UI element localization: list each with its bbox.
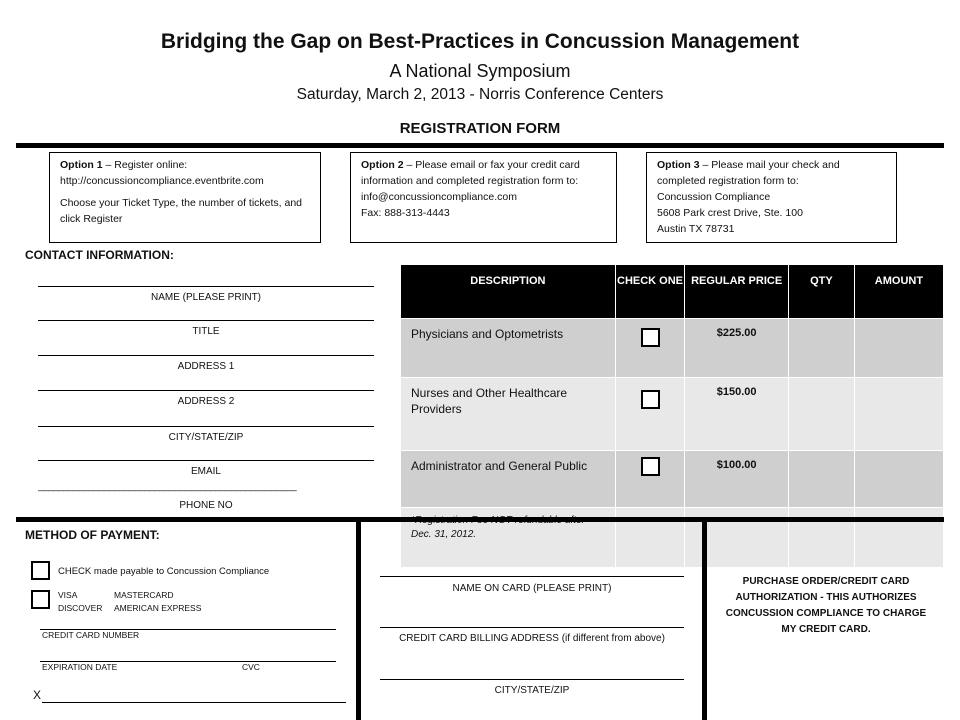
option-3-city: Austin TX 78731 [657,223,735,235]
option-1-text: – Register online: [102,159,188,171]
option-3-box [646,152,897,243]
city-input-line[interactable] [38,426,374,427]
billing-address-label: CREDIT CARD BILLING ADDRESS (if different from above) [399,633,665,644]
option-2-box [350,152,617,243]
phone-input-line[interactable]: ___________________________________________________ [38,481,297,492]
name-field-label: NAME (PLEASE PRINT) [150,292,262,303]
table-row [401,378,944,451]
nurses-checkbox[interactable] [641,390,660,409]
signature-x: X [33,688,42,702]
row-description: Nurses and Other Healthcare Providers [401,378,616,451]
email-input-line[interactable] [38,460,374,461]
option-3-text: – Please mail your check and completed registration form to: [657,159,840,187]
row-price: $100.00 [685,451,789,508]
phone-field-label: PHONE NO [179,500,233,511]
row-price: $225.00 [685,319,789,378]
form-title: REGISTRATION FORM [399,120,561,137]
option-2-email[interactable]: info@concussioncompliance.com [361,191,517,203]
signature-input-line[interactable] [42,702,346,703]
card-city-input-line[interactable] [380,679,684,680]
col-amount: AMOUNT [854,265,943,319]
card-number-label: CREDIT CARD NUMBER [42,630,140,640]
row-price: $150.00 [685,378,789,451]
amount-cell[interactable] [854,378,943,451]
option-1-instructions: Choose your Ticket Type, the number of tickets, and click Register [60,197,303,225]
payment-divider [16,517,944,522]
table-row [401,319,944,378]
title-input-line[interactable] [38,320,374,321]
payment-column-divider-1 [356,521,361,720]
amount-cell[interactable] [854,319,943,378]
physicians-checkbox[interactable] [641,328,660,347]
payment-heading: METHOD OF PAYMENT: [25,528,160,542]
card-payment-checkbox[interactable] [31,590,50,609]
authorization-text: PURCHASE ORDER/CREDIT CARD AUTHORIZATION - THIS AUTHORIZES CONCUSSION COMPLIANCE TO CHARGE MY CREDIT CARD. [725,576,927,635]
option-2-label: Option 2 [361,159,404,171]
city-field-label: CITY/STATE/ZIP [168,432,244,443]
check-payment-label: CHECK made payable to Concussion Compliance [58,566,270,577]
cvc-label: CVC [242,662,260,672]
option-2-text: – Please email or fax your credit card information and completed registration form to: [361,159,580,187]
qty-cell[interactable] [788,319,854,378]
option-3-label: Option 3 [657,159,700,171]
email-field-label: EMAIL [190,466,221,477]
address2-field-label: ADDRESS 2 [177,396,235,407]
top-divider [16,143,944,148]
name-on-card-input-line[interactable] [380,576,684,577]
administrator-checkbox[interactable] [641,457,660,476]
discover-label: DISCOVER [58,603,103,613]
card-city-label: CITY/STATE/ZIP [494,685,570,696]
address1-field-label: ADDRESS 1 [177,361,235,372]
address1-input-line[interactable] [38,355,374,356]
option-2-fax: Fax: 888-313-4443 [361,207,450,219]
row-description: Physicians and Optometrists [401,319,616,378]
refund-note: Dec. 31, 2012. [401,508,616,568]
col-check-one: CHECK ONE [615,265,685,319]
qty-cell[interactable] [788,451,854,508]
address2-input-line[interactable] [38,390,374,391]
col-description: DESCRIPTION [401,265,616,319]
event-dateline: Saturday, March 2, 2013 - Norris Conference Centers [296,86,664,103]
name-input-line[interactable] [38,286,374,287]
mastercard-label: MASTERCARD [114,590,174,600]
document-subtitle: A National Symposium [389,61,571,81]
amount-cell[interactable] [854,451,943,508]
fee-table-header [401,265,944,319]
option-1-url[interactable]: http://concussioncompliance.eventbrite.com [60,175,264,187]
contact-heading: CONTACT INFORMATION: [25,248,174,262]
option-1-label: Option 1 [60,159,103,171]
document-title: Bridging the Gap on Best-Practices in Concussion Management [160,30,800,53]
check-payment-checkbox[interactable] [31,561,50,580]
col-regular-price: REGULAR PRICE [685,265,789,319]
billing-address-input-line[interactable] [380,627,684,628]
payment-column-divider-2 [702,521,707,720]
table-row [401,451,944,508]
col-qty: QTY [788,265,854,319]
option-1-box [49,152,321,243]
expiration-label: EXPIRATION DATE [42,662,118,672]
option-3-org: Concussion Compliance [657,191,771,203]
row-description: Administrator and General Public [401,451,616,508]
qty-cell[interactable] [788,378,854,451]
option-3-street: 5608 Park crest Drive, Ste. 100 [657,207,803,219]
visa-label: VISA [58,590,78,600]
title-field-label: TITLE [192,326,220,337]
amex-label: AMERICAN EXPRESS [114,603,202,613]
name-on-card-label: NAME ON CARD (PLEASE PRINT) [452,583,612,594]
fee-table [400,264,944,568]
